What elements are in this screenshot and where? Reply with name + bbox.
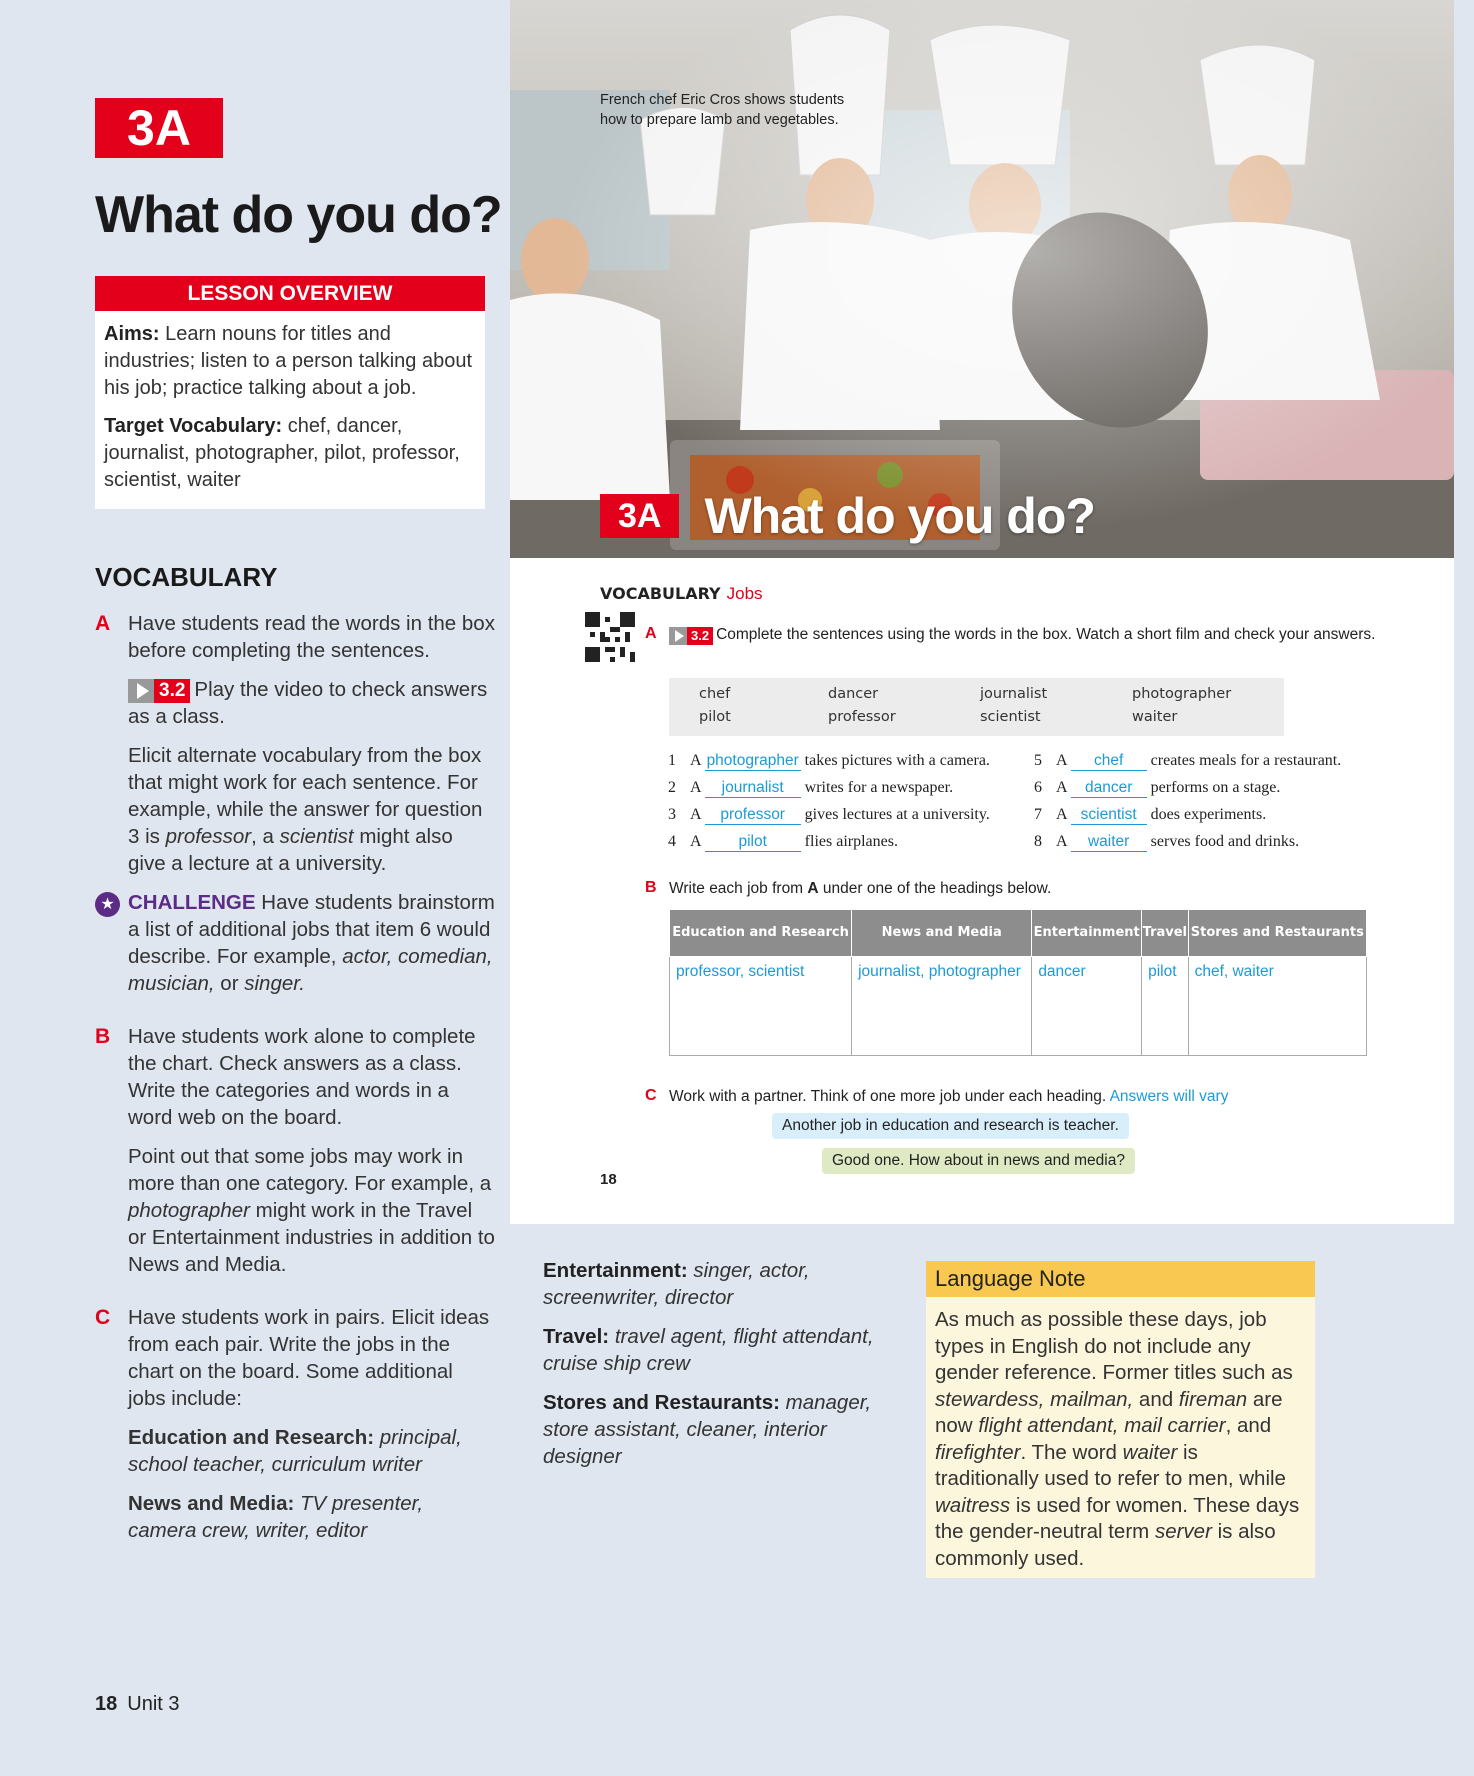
challenge-text: Have students brainstorm a list of additional jobs that item 6 would describe. For example, xyxy=(128,891,495,968)
note-b xyxy=(95,1023,495,1290)
chart-answer-cell[interactable]: pilot xyxy=(1142,957,1189,1056)
note-c-letter: C xyxy=(95,1306,111,1329)
travel-jobs: Travel: travel agent, flight attendant, cruise ship crew xyxy=(543,1325,874,1375)
qr-code-icon[interactable] xyxy=(585,612,635,662)
unit-title-text: What do you do? xyxy=(704,488,1095,544)
student-book-page xyxy=(510,0,1454,1224)
answer-blank[interactable]: pilot xyxy=(705,833,801,852)
chefs-photo-illustration xyxy=(510,0,1454,558)
challenge-note: ★ CHALLENGE Have students brainstorm a list of additional jobs that item 6 would describe. For example, actor, comedian, musician, or singer. xyxy=(95,889,495,997)
word-box-item: photographer xyxy=(1132,686,1232,702)
additional-jobs-list xyxy=(543,1257,903,1482)
chart-header: Travel xyxy=(1142,910,1189,957)
answer-blank[interactable]: journalist xyxy=(705,779,801,798)
sentence-3: 3 A professor gives lectures at a university. xyxy=(668,806,990,823)
education-jobs: Education and Research: principal, school teacher, curriculum writer xyxy=(128,1426,462,1476)
kitchen-photo xyxy=(510,0,1454,558)
footer-unit: Unit 3 xyxy=(127,1693,180,1715)
exercise-c-letter: C xyxy=(645,1087,657,1104)
chart-answer-cell[interactable]: chef, waiter xyxy=(1188,957,1366,1056)
word-box-item: waiter xyxy=(1132,709,1178,725)
word-box-item: dancer xyxy=(828,686,879,702)
exercise-b-instruction: Write each job from A under one of the headings below. xyxy=(669,880,1052,897)
answer-blank[interactable]: chef xyxy=(1071,752,1147,771)
sentence-4: 4 A pilot flies airplanes. xyxy=(668,833,898,850)
word-box-item: scientist xyxy=(980,709,1041,725)
note-a-letter: A xyxy=(95,612,111,635)
speech-bubble-1: Another job in education and research is teacher. xyxy=(772,1113,1129,1139)
news-jobs: News and Media: TV presenter, camera crew, writer, editor xyxy=(128,1492,424,1542)
unit-title-banner xyxy=(600,487,1095,545)
photo-caption: French chef Eric Cros shows students how to prepare lamb and vegetables. xyxy=(600,92,845,128)
target-vocab-label: Target Vocabulary: xyxy=(104,415,283,437)
answer-blank[interactable]: waiter xyxy=(1071,833,1147,852)
page-title: What do you do? xyxy=(95,186,502,244)
language-note-text: As much as possible these days, job types in English do not include any gender reference. Former titles such as stewardess, mailman, and fireman are now flight attendant, mail carrier, and firefighter. The word waiter is traditionally used to refer to men, while waitress is used for women. These days the gender-neutral term server is also commonly used. xyxy=(935,1308,1300,1570)
lesson-overview-heading: LESSON OVERVIEW xyxy=(95,276,485,311)
note-b-text1: Have students work alone to complete the chart. Check answers as a class. Write the categories and words in a word web on the board. xyxy=(128,1025,476,1129)
sentence-7: 7 A scientist does experiments. xyxy=(1034,806,1267,823)
entertainment-jobs: Entertainment: singer, actor, screenwriter, director xyxy=(543,1259,810,1309)
unit-title-badge: 3A xyxy=(600,494,679,538)
chart-header: News and Media xyxy=(852,910,1032,957)
lesson-badge: 3A xyxy=(95,98,223,158)
chart-header: Entertainment xyxy=(1032,910,1142,957)
jobs-chart xyxy=(669,909,1367,1056)
play-icon xyxy=(669,627,687,645)
aims-paragraph xyxy=(104,321,477,402)
answer-blank[interactable]: professor xyxy=(705,806,801,825)
note-c-text: Have students work in pairs. Elicit ideas from each pair. Write the jobs in the chart on the board. Some additional jobs include: xyxy=(128,1306,490,1410)
target-vocab-text: chef, dancer, journalist, photographer, pilot, professor, scientist, waiter xyxy=(104,415,460,491)
note-a-video-paragraph xyxy=(128,676,495,730)
word-box-item: professor xyxy=(828,709,896,725)
video-number: 3.2 xyxy=(154,679,190,703)
answers-will-vary: Answers will vary xyxy=(1109,1088,1229,1105)
chart-answer-cell[interactable]: journalist, photographer xyxy=(852,957,1032,1056)
chart-answer-cell[interactable]: professor, scientist xyxy=(670,957,852,1056)
lesson-overview-box xyxy=(95,276,485,509)
teacher-notes-column xyxy=(0,0,505,1776)
word-box-item: chef xyxy=(699,686,731,702)
video-badge[interactable] xyxy=(128,679,190,703)
play-icon xyxy=(128,679,154,703)
target-vocab-paragraph xyxy=(104,413,477,494)
star-icon: ★ xyxy=(95,892,120,917)
sentence-1: 1 A photographer takes pictures with a camera. xyxy=(668,752,990,769)
note-a-text2: Play the video to check answers as a class. xyxy=(128,678,488,728)
exercise-b-letter: B xyxy=(645,879,657,896)
student-vocabulary-heading: VOCABULARY Jobs xyxy=(600,584,763,603)
note-c xyxy=(95,1304,495,1556)
exercise-a-instruction: 3.2 Complete the sentences using the words in the box. Watch a short film and check your answers. xyxy=(669,625,1379,645)
chart-header: Education and Research xyxy=(670,910,852,957)
answer-blank[interactable]: photographer xyxy=(706,752,799,769)
answer-blank[interactable]: dancer xyxy=(1071,779,1147,798)
language-note-heading: Language Note xyxy=(926,1261,1315,1297)
sentence-2: 2 A journalist writes for a newspaper. xyxy=(668,779,954,796)
note-b-letter: B xyxy=(95,1025,111,1048)
stores-jobs: Stores and Restaurants: manager, store assistant, cleaner, interior designer xyxy=(543,1391,872,1468)
chart-header: Stores and Restaurants xyxy=(1188,910,1366,957)
note-b-text2: Point out that some jobs may work in more than one category. For example, a photographer might work in the Travel or Entertainment industries in addition to News and Media. xyxy=(128,1145,495,1276)
student-page-number: 18 xyxy=(600,1171,617,1188)
vocabulary-topic: Jobs xyxy=(726,584,763,603)
sentence-8: 8 A waiter serves food and drinks. xyxy=(1034,833,1300,850)
note-a-text3: Elicit alternate vocabulary from the box that might work for each sentence. For example, while the answer for question 3 is professor, a scientist might also give a lecture at a university. xyxy=(128,744,483,875)
student-video-badge[interactable]: 3.2 xyxy=(669,627,713,645)
word-box-item: journalist xyxy=(980,686,1048,702)
note-a xyxy=(95,610,495,889)
word-box-item: pilot xyxy=(699,709,731,725)
word-box xyxy=(669,678,1284,736)
sentence-5: 5 A chef creates meals for a restaurant. xyxy=(1034,752,1342,769)
exercise-a-letter: A xyxy=(645,625,657,642)
aims-text: Learn nouns for titles and industries; listen to a person talking about his job; practice talking about a job. xyxy=(104,323,472,399)
page-footer xyxy=(95,1693,180,1716)
chart-answer-cell[interactable]: dancer xyxy=(1032,957,1142,1056)
language-note-box xyxy=(926,1261,1315,1578)
answer-blank[interactable]: scientist xyxy=(1071,806,1147,825)
vocabulary-heading: VOCABULARY xyxy=(95,562,278,592)
exercise-c-instruction: Work with a partner. Think of one more job under each heading. Answers will vary xyxy=(669,1088,1229,1105)
sentence-6: 6 A dancer performs on a stage. xyxy=(1034,779,1281,796)
challenge-label: CHALLENGE xyxy=(128,891,256,914)
speech-bubble-2: Good one. How about in news and media? xyxy=(822,1148,1135,1174)
footer-page-number: 18 xyxy=(95,1693,118,1715)
note-a-text1: Have students read the words in the box before completing the sentences. xyxy=(128,612,495,662)
aims-label: Aims: xyxy=(104,323,160,345)
